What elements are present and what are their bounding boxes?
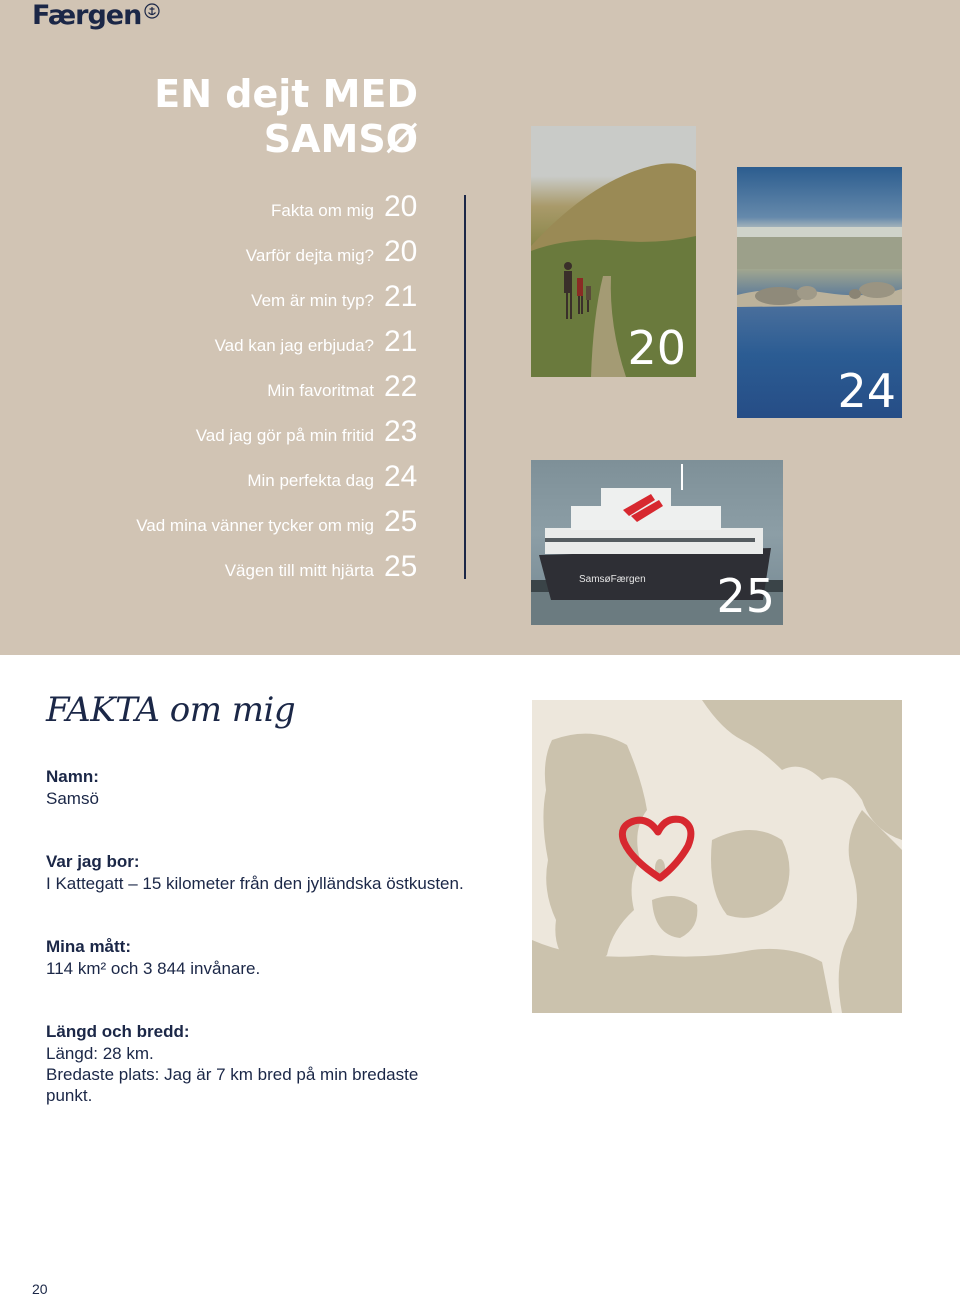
fact-block	[46, 766, 99, 809]
photo-ferry[interactable]	[531, 460, 783, 625]
page-number: 20	[32, 1281, 48, 1297]
fact-block	[46, 936, 260, 979]
toc-item[interactable]	[267, 370, 420, 415]
photo-hikers[interactable]	[531, 126, 696, 377]
photo-page-number: 25	[716, 569, 775, 623]
toc-page: 24	[384, 460, 418, 493]
fact-heading: Längd och bredd:	[46, 1022, 190, 1041]
toc-label: Min favoritmat	[267, 381, 374, 400]
page-title	[154, 72, 418, 162]
toc-divider	[464, 195, 466, 579]
fact-value: Samsö	[46, 789, 99, 808]
anchor-icon	[144, 3, 160, 19]
toc-item[interactable]	[251, 280, 420, 325]
toc-item[interactable]	[215, 325, 420, 370]
map-illustration	[532, 700, 902, 1013]
toc-item[interactable]	[196, 415, 420, 460]
faergen-logo: Færgen	[32, 0, 142, 31]
title-line-1: EN dejt MED	[154, 72, 418, 116]
toc-label: Vad jag gör på min fritid	[195, 426, 374, 445]
toc-page: 22	[384, 370, 418, 403]
ship-name: SamsøFærgen	[579, 574, 646, 585]
toc-item[interactable]	[225, 550, 420, 595]
toc-page: 25	[384, 505, 418, 538]
fact-heading: Mina mått:	[46, 937, 131, 956]
toc-label: Vad mina vänner tycker om mig	[136, 516, 374, 535]
toc-page: 20	[384, 190, 418, 223]
section-title: FAKTA om mig	[46, 690, 296, 730]
toc-page: 25	[384, 550, 418, 583]
toc-item[interactable]	[247, 460, 420, 505]
photo-page-number: 20	[627, 321, 686, 375]
toc-label: Varför dejta mig?	[245, 246, 374, 265]
fact-value: punkt.	[46, 1086, 93, 1105]
photo-page-number: 24	[837, 364, 896, 418]
toc-label: Vad kan jag erbjuda?	[214, 336, 374, 355]
fact-block	[46, 1021, 418, 1106]
toc-page: 21	[384, 325, 418, 358]
toc-label: Vem är min typ?	[251, 291, 374, 310]
fact-block	[46, 851, 464, 894]
toc-label: Min perfekta dag	[247, 471, 374, 490]
toc-label: Vägen till mitt hjärta	[224, 561, 374, 580]
title-line-2: SAMSØ	[263, 117, 418, 161]
toc-item[interactable]	[136, 505, 420, 550]
toc-page: 23	[384, 415, 418, 448]
toc-page: 20	[384, 235, 418, 268]
fact-heading: Var jag bor:	[46, 852, 140, 871]
fact-value: 114 km² och 3 844 invånare.	[46, 959, 261, 978]
fact-value: Längd: 28 km.	[46, 1044, 154, 1063]
denmark-map	[532, 700, 902, 1013]
fact-heading: Namn:	[46, 767, 99, 786]
toc-item[interactable]	[271, 190, 420, 235]
toc-page: 21	[384, 280, 418, 313]
toc-label: Fakta om mig	[271, 201, 374, 220]
fact-value: Bredaste plats: Jag är 7 km bred på min bredaste	[46, 1065, 419, 1084]
fact-value: I Kattegatt – 15 kilometer från den jylländska östkusten.	[46, 874, 464, 893]
toc-item[interactable]	[246, 235, 420, 280]
photo-seals[interactable]	[737, 167, 902, 418]
